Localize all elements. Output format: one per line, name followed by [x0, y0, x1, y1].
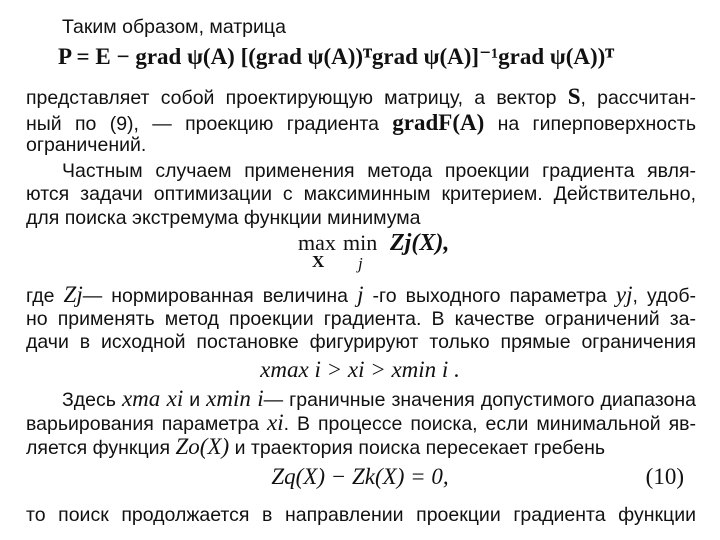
maxmin-formula: [0, 230, 720, 276]
paragraph-line: [26, 410, 696, 437]
max-operator: max: [298, 230, 336, 255]
text-span: варьирования параметра: [26, 413, 268, 435]
paragraph-line: [26, 502, 696, 528]
paragraph-line: [26, 434, 696, 461]
math-var: yj: [615, 282, 633, 307]
text-span: на гиперповерхность: [484, 113, 696, 135]
math-var: Zo(X): [175, 434, 230, 459]
text-span: Здесь: [62, 389, 122, 411]
text-span: где: [26, 285, 64, 307]
text-span: Частным случаем применения метода проекции градиента явля-: [62, 160, 696, 182]
formula-text: Zq(X) − Zk(X) = 0,: [271, 464, 449, 489]
text-span: представляет собой проектирующую матрицу, а вектор: [26, 87, 568, 109]
math-var: xmin i: [206, 386, 264, 411]
paragraph-line: [26, 132, 696, 158]
text-span: ный по (9), — проекцию градиента: [26, 113, 393, 135]
text-span: ются задачи оптимизации с максиминным критерием. Действительно,: [26, 183, 696, 205]
ridge-formula: [0, 464, 720, 491]
vector-s: S: [567, 84, 581, 109]
math-var: Zj: [63, 282, 83, 307]
max-subscript: X: [312, 252, 325, 271]
text-span: для поиска экстремума функции минимума: [26, 207, 421, 229]
text-span: Таким образом, матрица: [62, 16, 286, 38]
math-var: xi: [267, 410, 284, 435]
constraint-formula: [0, 357, 720, 384]
paragraph-line: [26, 282, 696, 309]
grad-f-formula: gradF(A): [392, 110, 485, 135]
text-span: . В процессе поиска, если минимальной яв-: [283, 413, 696, 435]
text-span: — граничные значения допустимого диапазона: [263, 389, 696, 411]
objective-function: Zj(X),: [390, 230, 450, 256]
paragraph-line: [62, 386, 696, 413]
formula-text: xmax i > xi > xmin i .: [260, 357, 460, 382]
text-span: , рассчитан-: [580, 87, 696, 109]
paragraph-line: [26, 84, 696, 111]
equation-number: (10): [645, 464, 684, 489]
text-span: и траектория поиска пересекает гребень: [229, 437, 606, 459]
paragraph-line: [26, 181, 696, 207]
min-subscript: j: [358, 254, 363, 273]
paragraph-line: [26, 329, 696, 355]
paragraph-line: [62, 14, 696, 40]
text-span: — нормированная величина: [82, 285, 358, 307]
text-span: ляется функция: [26, 437, 176, 459]
math-var: j: [357, 282, 364, 307]
formula-text: P = E − grad ψ(A) [(grad ψ(A))ᵀgrad ψ(A)]⁻¹grad ψ(A))ᵀ: [58, 44, 615, 69]
paragraph-line: [26, 205, 696, 231]
text-span: дачи в исходной постановке фигурируют только прямые ограничения: [26, 331, 696, 353]
math-var: xma xi: [121, 386, 184, 411]
text-span: -го выходного параметра: [363, 285, 616, 307]
text-span: ограничений.: [26, 134, 147, 156]
text-span: то поиск продолжается в направлении проекции градиента функции: [26, 504, 696, 526]
text-span: , удоб-: [632, 285, 697, 307]
matrix-formula: [58, 44, 696, 71]
text-span: но применять метод проекции градиента. В качестве ограничений за-: [26, 308, 696, 330]
text-span: и: [183, 389, 207, 411]
min-operator: min: [343, 230, 378, 255]
